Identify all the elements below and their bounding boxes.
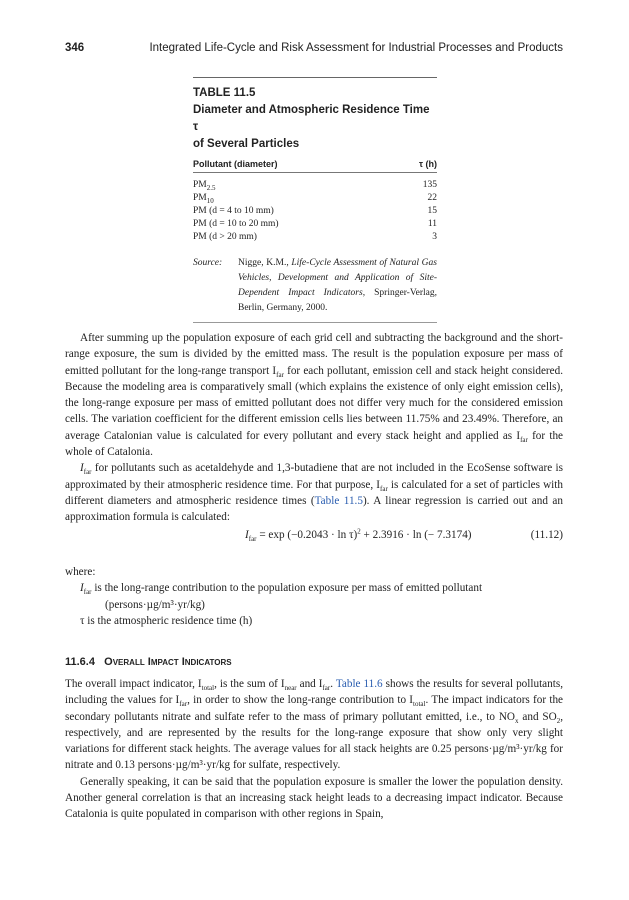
subscript: total <box>413 700 426 709</box>
text-run: for pollutants such as acetaldehyde and 1,3-butadiene that are not included in the EcoSense software is approximated by their atmospheric residence time. For that purpose, I <box>65 462 563 491</box>
text-run: ). A linear regression is carried out and an approximation formula is calculated: <box>65 494 563 524</box>
italic-var: I <box>80 582 84 595</box>
source-authors: Nigge, K.M., <box>238 258 289 268</box>
subscript: far <box>248 535 257 544</box>
italic-var: I <box>80 462 84 475</box>
where-def-units: (persons·µg/m³·yr/kg) <box>105 598 205 611</box>
eq-part: + 2.3916 · ln (− 7.3174) <box>360 529 472 541</box>
row-tau: 135 <box>422 180 437 190</box>
where-def-ifar <box>65 580 563 596</box>
page-number: 346 <box>65 42 85 54</box>
table-row <box>193 205 437 218</box>
source-label: Source: <box>193 258 223 268</box>
paragraph <box>65 676 563 774</box>
row-pollutant: PM (d = 10 to 20 mm) <box>193 219 279 229</box>
section-number: 11.6.4 <box>65 656 95 668</box>
text-run: is the long-range contribution to the population exposure per mass of emitted pollutant <box>91 582 483 595</box>
text-run: , in order to show the long-range contribution to I <box>187 694 414 707</box>
row-tau: 22 <box>427 193 437 203</box>
table-title-line1: Diameter and Atmospheric Residence Time τ <box>193 104 430 133</box>
subscript: far <box>179 700 188 709</box>
col-pollutant: Pollutant (diameter) <box>193 159 278 169</box>
text-run: . The impact indicators for the secondary pollutants nitrate and sulfate refer to the mass of primary pollutant emitted, i.e., to NO <box>65 694 564 723</box>
paragraph: Generally speaking, it can be said that the population exposure is smaller the lower the population density. Another general correlation is that an increasing stack height leads to a decreasing impact indicator. Because Catalonia is quite populated in comparison with other regions in Spain, <box>65 775 563 821</box>
subscript: far <box>83 588 92 597</box>
table-top-rule <box>193 77 437 78</box>
subscript: far <box>520 436 528 445</box>
table-11-5 <box>193 77 437 323</box>
text-run: After summing up the population exposure of each grid cell and subtracting the background and the short-range exposure, the sum is divided by the emitted mass. The result is the population exposure per mass of emitted pollutant for the long-range transport I <box>65 332 563 377</box>
subscript: far <box>83 468 92 477</box>
row-tau: 3 <box>432 232 437 242</box>
section-heading <box>65 656 232 668</box>
table-row <box>193 179 437 192</box>
source-text <box>238 256 437 316</box>
text-run: for each pollutant, emission cell and stack height considered. Because the modeling area is comparatively small (which explains the existence of only eight emission cells), the long-range exposure per mass of emitted pollutant does not differ very much for the considered emission cells. The variation coefficient for the different emission cells lies between 11.75% and 23.49%. Therefore, an average Catalonian value is calculated for every pollutant and every stack height and applied as I <box>65 364 563 442</box>
text-run: and SO <box>518 710 557 723</box>
subscript: far <box>380 484 388 493</box>
text-run: for the whole of Catalonia. <box>65 429 563 459</box>
subscript: near <box>284 684 297 693</box>
eq-lhs: I <box>245 529 249 541</box>
section-title: Overall Impact Indicators <box>104 656 232 668</box>
text-run: shows the results for several pollutants, including the values for I <box>65 678 563 707</box>
where-block <box>65 564 563 629</box>
table-title <box>193 102 437 153</box>
superscript: 2 <box>357 527 361 536</box>
table-11-5-link[interactable]: Table 11.5 <box>314 494 363 507</box>
where-label: where: <box>65 566 96 578</box>
text-run: The overall impact indicator, I <box>65 678 202 690</box>
subscript: far <box>276 370 284 379</box>
row-tau: 15 <box>427 206 437 216</box>
table-11-6-link[interactable]: Table 11.6 <box>335 678 383 690</box>
col-tau: τ (h) <box>418 159 437 169</box>
equation-formula <box>245 527 472 544</box>
where-def-tau: τ is the atmospheric residence time (h) <box>80 614 253 627</box>
text-run: , respectively, and are represented by the results for the long-range exposure that show only very slight variations for different stack heights. The average values for all stack heights are 0.25 persons·µg/m³·yr/kg for nitrate and 0.13 persons·µg/m³·yr/kg for sulfate, respectively. <box>65 710 563 772</box>
subscript: total <box>201 684 215 693</box>
table-title-line2: of Several Particles <box>193 138 300 150</box>
text-run: is calculated for a set of particles with different diameters and atmospheric residence times ( <box>65 478 563 507</box>
row-pollutant: PM (d > 20 mm) <box>193 232 257 242</box>
row-pollutant: $PM_{10}$ <box>193 193 214 205</box>
body-text-bottom <box>65 676 563 823</box>
row-pollutant: $PM_{2.5}$ <box>193 180 216 192</box>
paragraph <box>65 460 563 525</box>
table-source <box>193 256 437 316</box>
table-row <box>193 231 437 244</box>
text-run: and I <box>296 678 323 690</box>
source-publisher: Springer-Verlag, Berlin, Germany, 2000. <box>238 288 437 313</box>
subscript: x <box>515 716 519 725</box>
text-run: . <box>330 678 336 690</box>
table-row <box>193 218 437 231</box>
page-header <box>65 42 563 58</box>
table-body <box>193 179 437 244</box>
subscript: 2 <box>556 716 561 725</box>
row-tau: 11 <box>427 219 437 229</box>
source-title: Life-Cycle Assessment of Natural Gas Vehicles, Development and Application of Site-Dependent Impact Indicators, <box>238 258 437 298</box>
table-bottom-rule <box>193 322 437 323</box>
paragraph <box>65 330 563 460</box>
body-text-top <box>65 330 563 526</box>
running-title: Integrated Life-Cycle and Risk Assessment for Industrial Processes and Products <box>149 42 563 54</box>
subscript: far <box>322 684 331 693</box>
table-row <box>193 192 437 205</box>
equation-number: (11.12) <box>530 529 563 541</box>
table-header <box>193 159 437 173</box>
eq-part: = exp (−0.2043 · ln τ) <box>256 529 358 541</box>
table-label: TABLE 11.5 <box>193 87 256 99</box>
text-run: , is the sum of I <box>214 678 285 690</box>
row-pollutant: PM (d = 4 to 10 mm) <box>193 206 274 216</box>
